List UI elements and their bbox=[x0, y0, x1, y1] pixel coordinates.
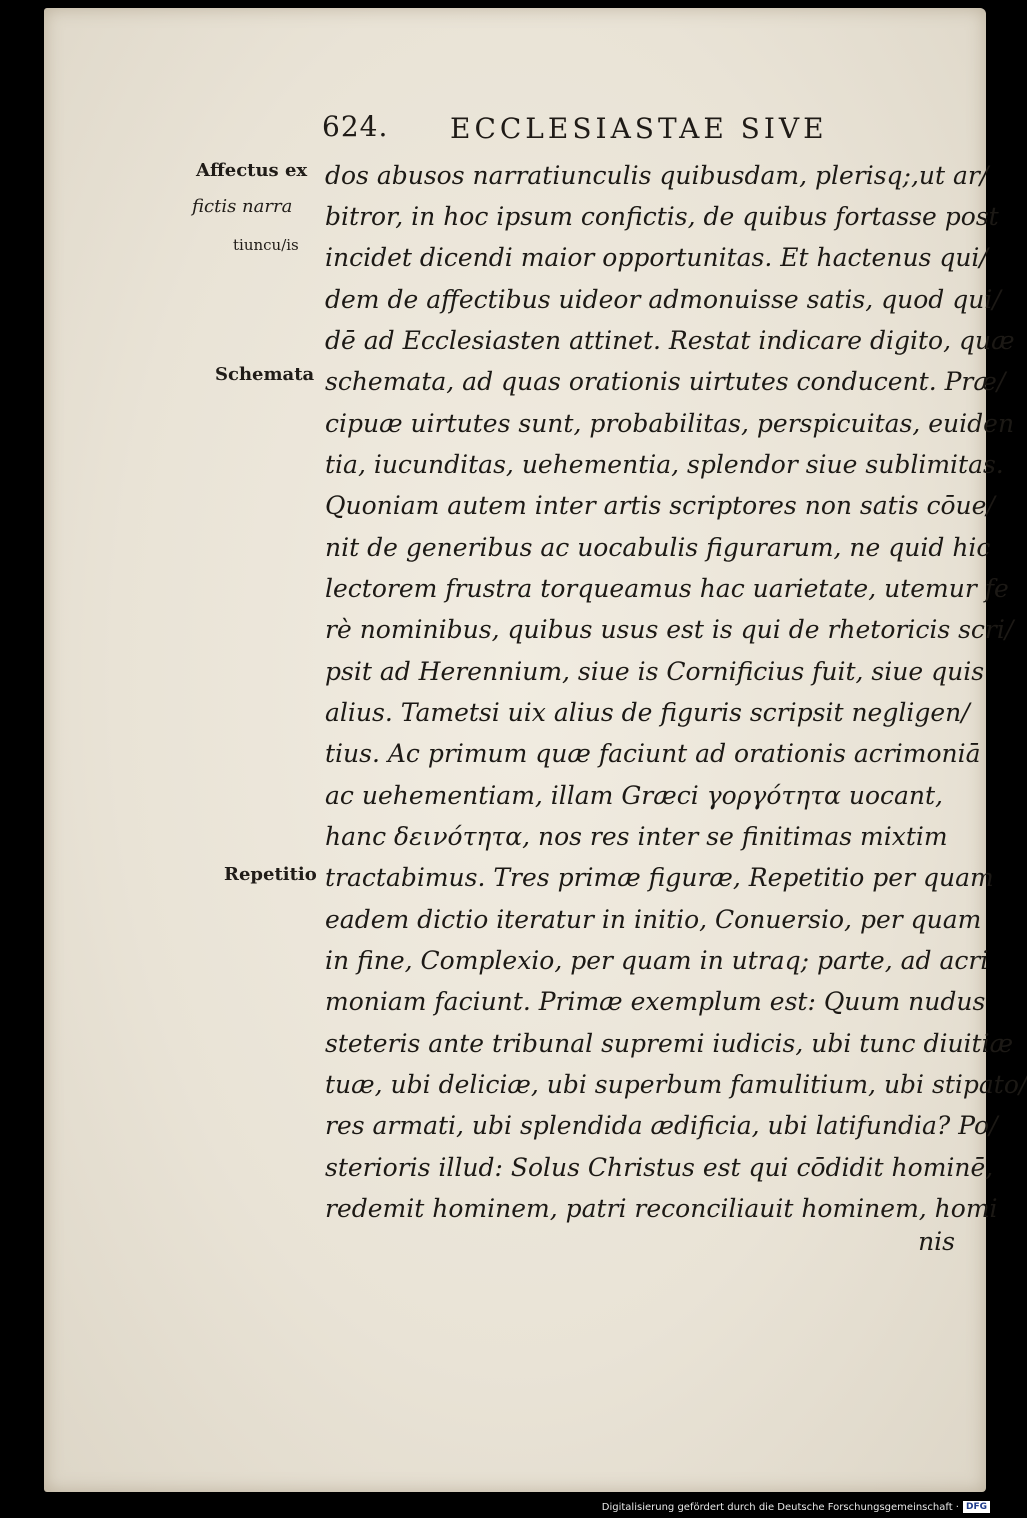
page-number: 624. bbox=[322, 110, 389, 143]
margin-note-line: tiuncu/is bbox=[233, 236, 299, 254]
margin-note-repetitio: Repetitio bbox=[224, 864, 317, 885]
text-line: hanc δεινότητα, nos res inter se finitimas mixtim bbox=[325, 822, 948, 851]
text-line: alius. Tametsi uix alius de figuris scripsit negligen/ bbox=[325, 698, 970, 727]
catchword: nis bbox=[918, 1227, 955, 1256]
margin-note-line: fictis narra bbox=[192, 196, 293, 217]
margin-note-line: Affectus ex bbox=[196, 160, 308, 181]
text-line: in fine, Complexio, per quam in utraq; parte, ad acri bbox=[325, 946, 989, 975]
text-line: nit de generibus ac uocabulis figurarum, ne quid hic bbox=[325, 533, 991, 562]
running-title: ECCLESIASTAE SIVE bbox=[450, 112, 828, 145]
text-line: dos abusos narratiunculis quibusdam, plerisq;,ut ar/ bbox=[325, 161, 989, 190]
text-line: redemit hominem, patri reconciliauit hominem, homi bbox=[325, 1194, 998, 1223]
credit-text: Digitalisierung gefördert durch die Deutsche Forschungsgemeinschaft · bbox=[601, 1501, 959, 1513]
text-line: rè nominibus, quibus usus est is qui de rhetoricis scri/ bbox=[325, 615, 1014, 644]
dfg-logo-icon: DFG bbox=[963, 1501, 990, 1513]
margin-note-affectus-2 bbox=[192, 196, 312, 218]
text-line: lectorem frustra torqueamus hac uarietate, utemur fe bbox=[325, 574, 1009, 603]
text-line: schemata, ad quas orationis uirtutes conducent. Præ/ bbox=[325, 367, 1006, 396]
margin-note-affectus bbox=[196, 160, 316, 182]
text-line: dē ad Ecclesiasten attinet. Restat indicare digito, quæ bbox=[325, 326, 1015, 355]
text-line: tius. Ac primum quæ faciunt ad orationis acrimoniā bbox=[325, 739, 981, 768]
running-header bbox=[0, 108, 1000, 152]
text-line: ac uehementiam, illam Græci γοργότητα uocant, bbox=[325, 781, 944, 810]
text-line: steteris ante tribunal supremi iudicis, ubi tunc diuitiæ bbox=[325, 1029, 1014, 1058]
text-line: incidet dicendi maior opportunitas. Et hactenus qui/ bbox=[325, 243, 988, 272]
text-line: Quoniam autem inter artis scriptores non satis cōue/ bbox=[325, 491, 995, 520]
margin-note-schemata: Schemata bbox=[215, 364, 315, 385]
text-line: tractabimus. Tres primæ figuræ, Repetitio per quam bbox=[325, 863, 994, 892]
text-line: res armati, ubi splendida ædificia, ubi latifundia? Po/ bbox=[325, 1111, 998, 1140]
text-line: tia, iucunditas, uehementia, splendor siue sublimitas. bbox=[325, 450, 1004, 479]
text-line: sterioris illud: Solus Christus est qui cōdidit hominē, bbox=[325, 1153, 994, 1182]
text-line: eadem dictio iteratur in initio, Conuersio, per quam bbox=[325, 905, 982, 934]
text-line: moniam faciunt. Primæ exemplum est: Quum nudus bbox=[325, 987, 986, 1016]
text-line: psit ad Herennium, siue is Cornificius fuit, siue quis bbox=[325, 657, 985, 686]
text-line: cipuæ uirtutes sunt, probabilitas, perspicuitas, euiden bbox=[325, 409, 1015, 438]
text-line: tuæ, ubi deliciæ, ubi superbum famulitium, ubi stipato/ bbox=[325, 1070, 1027, 1099]
text-line: bitror, in hoc ipsum confictis, de quibus fortasse post bbox=[325, 202, 999, 231]
text-line: dem de affectibus uideor admonuisse satis, quod qui/ bbox=[325, 285, 1001, 314]
digitization-credit bbox=[602, 1500, 990, 1514]
